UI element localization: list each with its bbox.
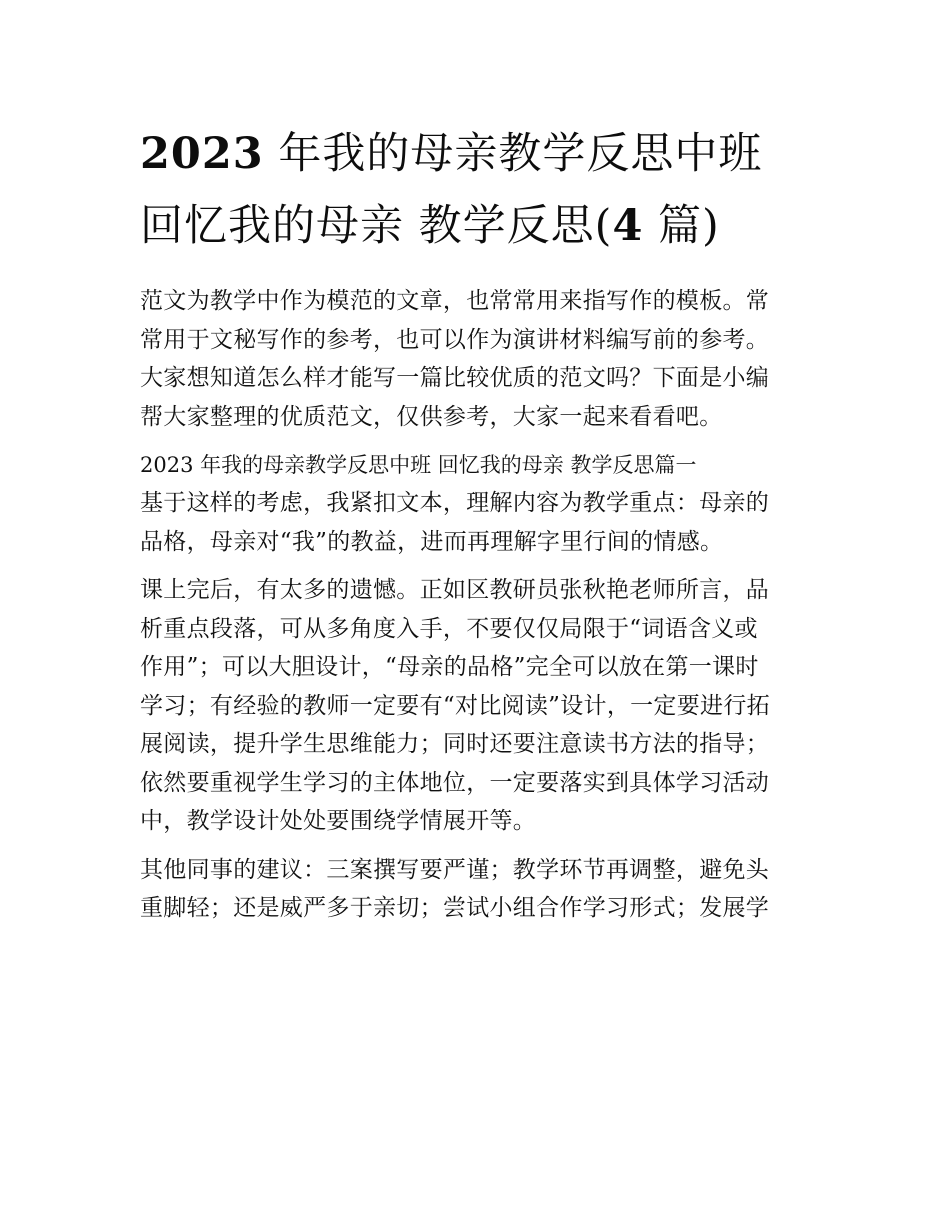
title-line-2-text: 回忆我的母亲 教学反思( bbox=[140, 201, 613, 251]
intro-line: 大家想知道怎么样才能写一篇比较优质的范文吗？下面是小编 bbox=[140, 365, 770, 391]
paragraph-line: 其他同事的建议：三案撰写要严谨；教学环节再调整，避免头 bbox=[140, 856, 770, 883]
paragraph-line: 品格，母亲对“我”的教益，进而再理解字里行间的情感。 bbox=[140, 528, 724, 555]
paragraph-line: 学习；有经验的教师一定要有“对比阅读”设计，一定要进行拓 bbox=[140, 692, 770, 719]
document-title bbox=[140, 118, 820, 262]
paragraph-line: 课上完后，有太多的遗憾。正如区教研员张秋艳老师所言，品 bbox=[140, 577, 770, 603]
paragraph-line: 重脚轻；还是威严多于亲切；尝试小组合作学习形式；发展学 bbox=[140, 895, 770, 921]
title-count: 4 bbox=[612, 201, 644, 251]
intro-line: 范文为教学中作为模范的文章，也常常用来指写作的模板。常 bbox=[140, 288, 770, 314]
paragraph-line: 作用”；可以大胆设计，“母亲的品格”完全可以放在第一课时 bbox=[140, 654, 759, 680]
paragraph-line: 基于这样的考虑，我紧扣文本，理解内容为教学重点：母亲的 bbox=[140, 490, 770, 516]
document-body bbox=[140, 282, 820, 928]
section-heading: 2023 年我的母亲教学反思中班 回忆我的母亲 教学反思篇一 bbox=[140, 453, 697, 477]
title-line-2-end: 篇) bbox=[643, 201, 720, 251]
paragraph-line: 中，教学设计处处要围绕学情展开等。 bbox=[140, 808, 537, 834]
paragraph-3 bbox=[140, 851, 820, 928]
paragraph-1 bbox=[140, 484, 820, 561]
title-line-2 bbox=[140, 190, 820, 262]
paragraph-line: 依然要重视学生学习的主体地位，一定要落实到具体学习活动 bbox=[140, 769, 770, 796]
intro-paragraph bbox=[140, 282, 820, 436]
title-year: 2023 bbox=[140, 129, 264, 179]
paragraph-line: 析重点段落，可从多角度入手，不要仅仅局限于“词语含义或 bbox=[140, 615, 758, 642]
paragraph-line: 展阅读，提升学生思维能力；同时还要注意读书方法的指导； bbox=[140, 731, 770, 757]
paragraph-2 bbox=[140, 571, 820, 841]
intro-line: 常用于文秘写作的参考，也可以作为演讲材料编写前的参考。 bbox=[140, 326, 770, 353]
title-line-1-text: 年我的母亲教学反思中班 bbox=[263, 129, 763, 179]
title-line-1 bbox=[140, 118, 820, 190]
intro-line: 帮大家整理的优质范文，仅供参考，大家一起来看看吧。 bbox=[140, 403, 723, 430]
